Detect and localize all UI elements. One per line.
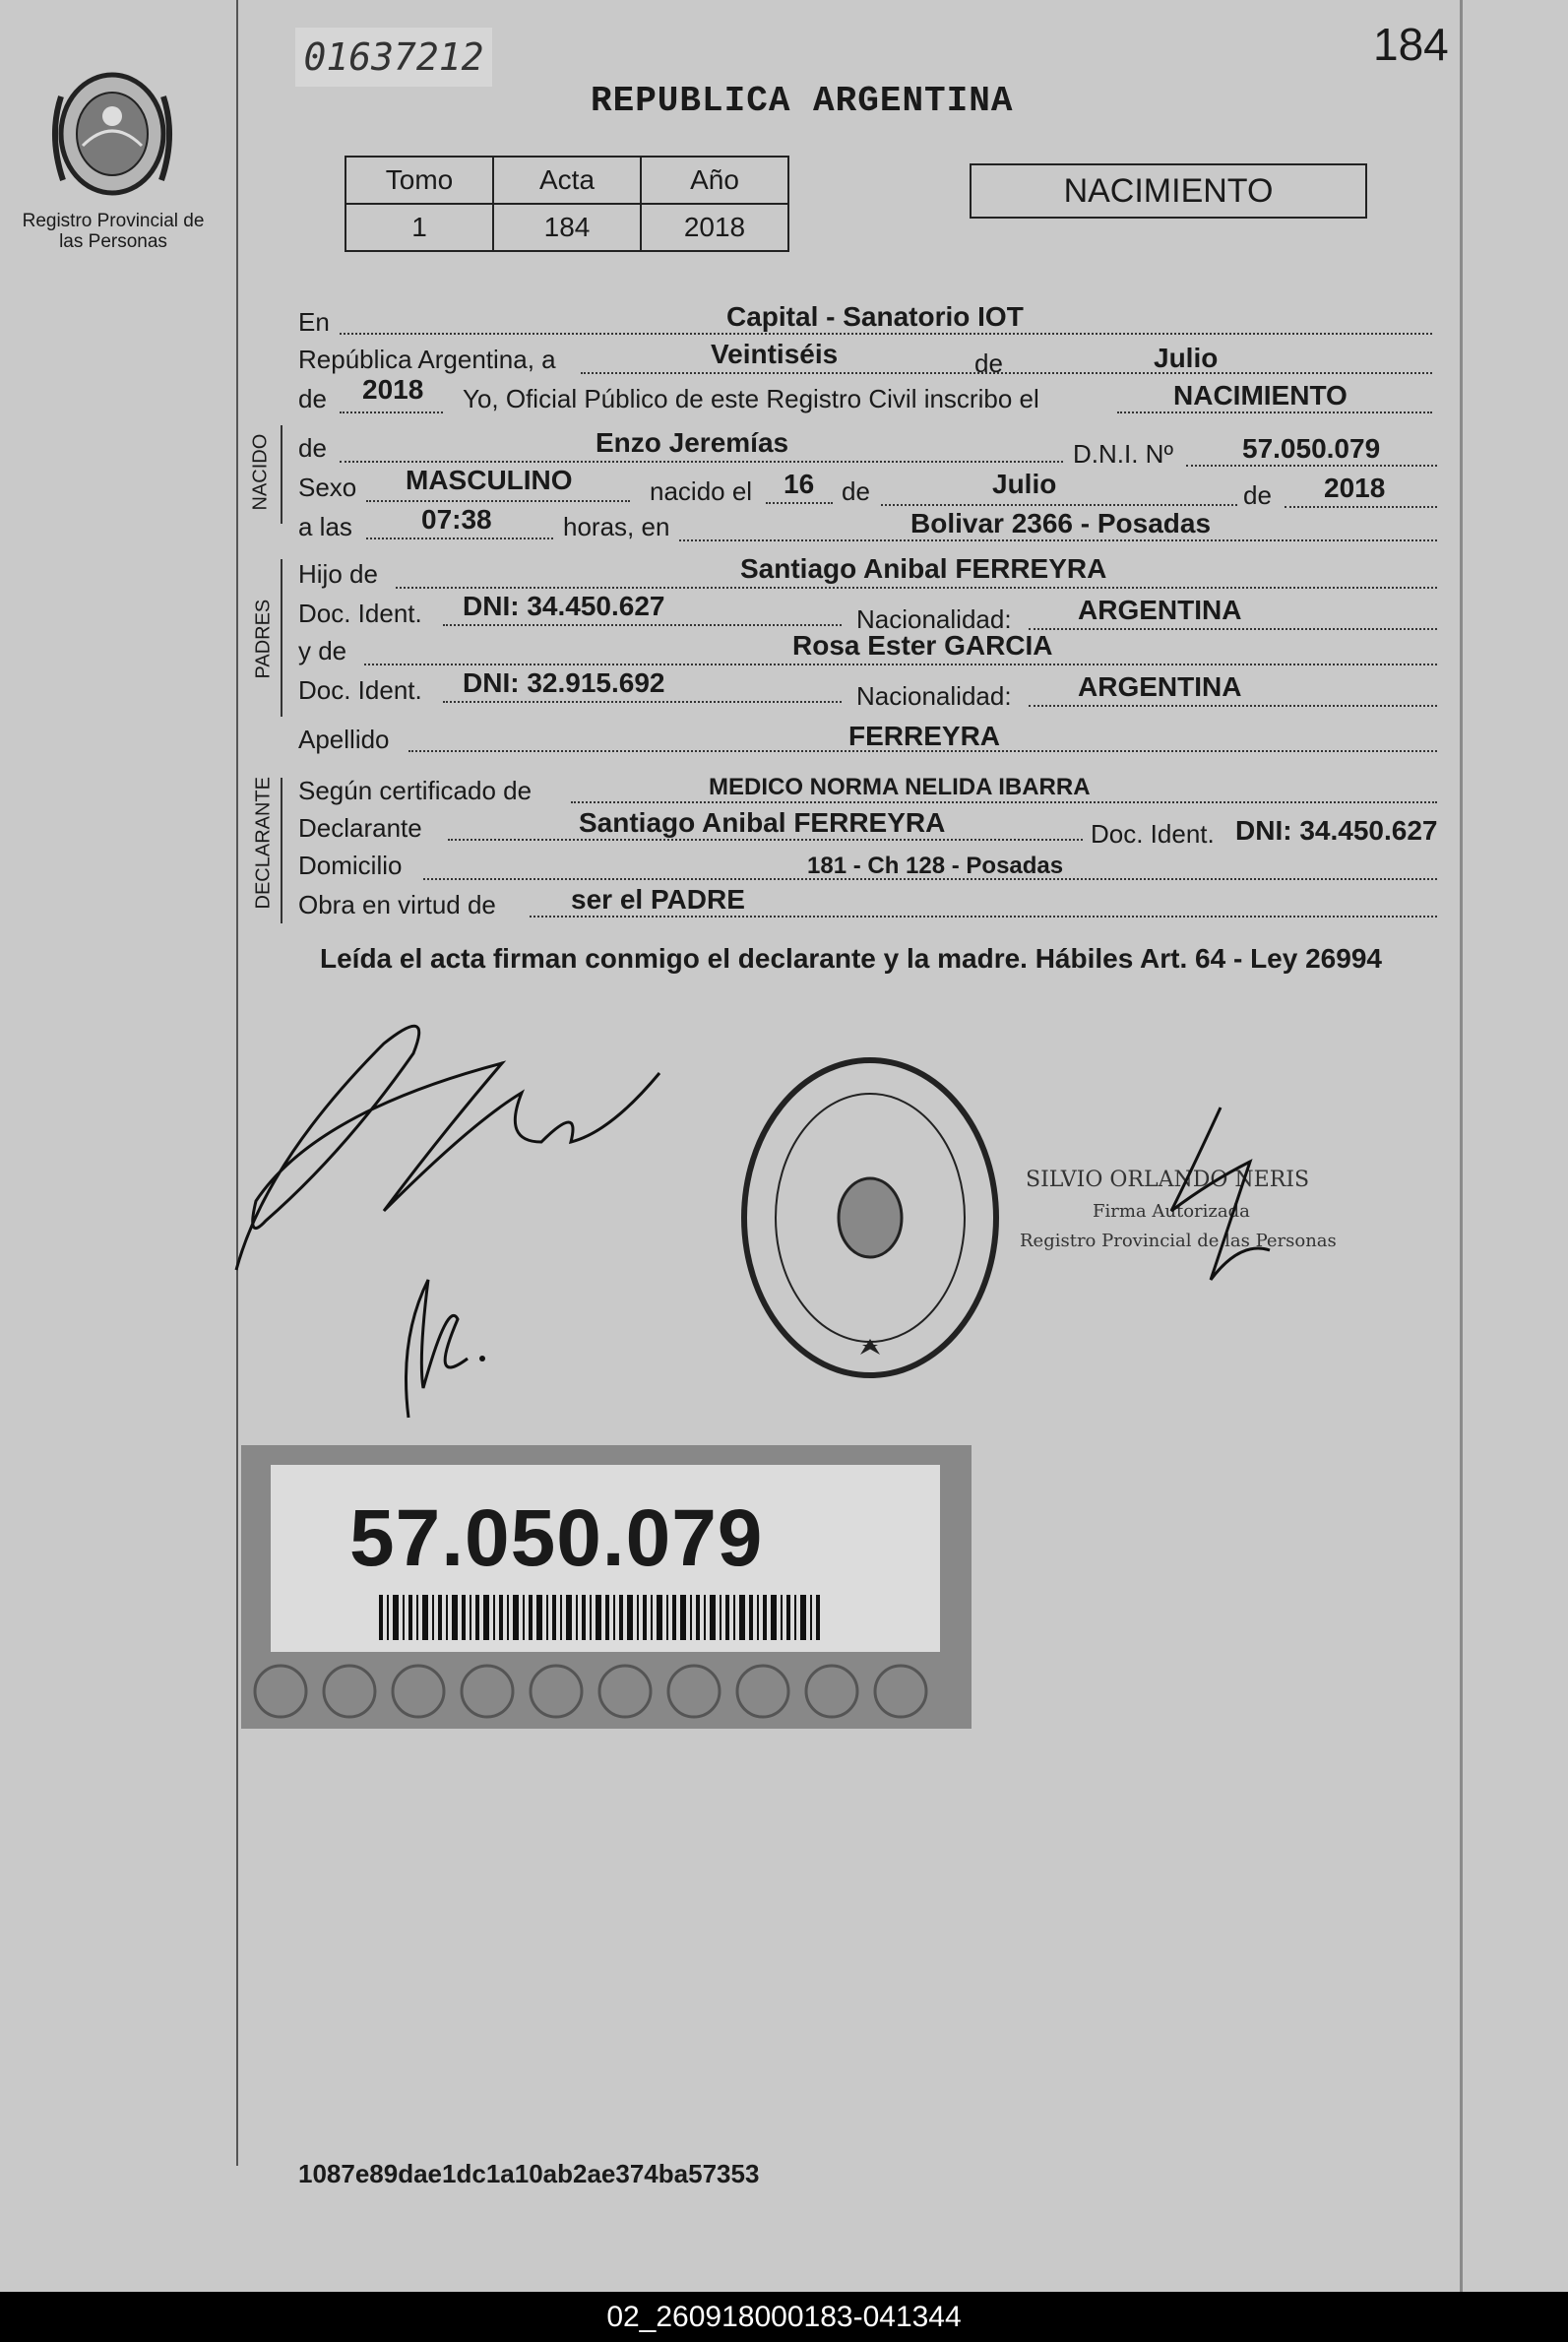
- declarante-value: Santiago Anibal FERREYRA: [579, 807, 946, 838]
- dotted-line: [881, 504, 1237, 506]
- closing-note: Leída el acta firman conmigo el declarante y la madre. Hábiles Art. 64 - Ley 26994: [320, 943, 1382, 974]
- doc-ident-label: Doc. Ident.: [1091, 819, 1215, 849]
- page-number: 184: [1373, 19, 1449, 70]
- registry-stamp-icon: [736, 1051, 1004, 1384]
- nacionalidad-label: Nacionalidad:: [856, 604, 1012, 634]
- dotted-line: [530, 916, 1437, 918]
- dotted-line: [366, 538, 553, 539]
- domicilio-value: 181 - Ch 128 - Posadas: [807, 853, 1064, 879]
- section-divider: [281, 425, 282, 524]
- de-label: de: [842, 476, 870, 506]
- padres-section-label: PADRES: [252, 599, 275, 679]
- scan-id-bar: [0, 2292, 1568, 2342]
- de-label: de: [974, 348, 1003, 378]
- dotted-line: [364, 664, 1437, 665]
- birth-day-value: 16: [784, 469, 815, 499]
- registry-header-ano: Año: [641, 157, 788, 204]
- official-signature-icon: [1152, 1103, 1289, 1290]
- dotted-line: [581, 372, 1432, 374]
- mother-doc-value: DNI: 32.915.692: [463, 667, 665, 698]
- mother-nationality-value: ARGENTINA: [1078, 671, 1242, 702]
- official-org: Registro Provincial de las Personas: [1020, 1231, 1337, 1251]
- dotted-line: [366, 500, 630, 502]
- place-value: Capital - Sanatorio IOT: [726, 301, 1024, 332]
- dotted-line: [443, 701, 842, 703]
- obra-label: Obra en virtud de: [298, 890, 496, 919]
- doc-ident-label: Doc. Ident.: [298, 675, 422, 705]
- dni-label: D.N.I. Nº: [1073, 439, 1173, 469]
- dni-number: 57.050.079: [349, 1493, 764, 1583]
- official-name: SILVIO ORLANDO NERIS: [1026, 1168, 1310, 1192]
- child-dni-value: 57.050.079: [1242, 433, 1381, 464]
- de-label: de: [1243, 480, 1272, 510]
- watermark-pattern-icon: [241, 1654, 972, 1729]
- dotted-line: [1117, 411, 1432, 413]
- apellido-label: Apellido: [298, 725, 390, 754]
- de-label: de: [298, 384, 327, 413]
- dotted-line: [448, 839, 1083, 841]
- declarant-signature-icon: [226, 984, 689, 1280]
- act-type-value: NACIMIENTO: [1173, 380, 1348, 411]
- declarante-label: Declarante: [298, 813, 422, 843]
- dotted-line: [1285, 506, 1437, 508]
- emblem-caption: Registro Provincial de las Personas: [22, 211, 205, 252]
- dotted-line: [571, 801, 1437, 803]
- paper-edge: [1460, 0, 1463, 2292]
- birth-time-value: 07:38: [421, 504, 492, 535]
- declarante-section-label: DECLARANTE: [252, 777, 275, 910]
- en-label: En: [298, 307, 330, 337]
- registry-header-tomo: Tomo: [345, 157, 493, 204]
- registry-value-ano: 2018: [641, 204, 788, 251]
- sexo-value: MASCULINO: [406, 465, 573, 495]
- dotted-line: [1029, 628, 1437, 630]
- republica-label: República Argentina, a: [298, 345, 556, 374]
- registry-value-tomo: 1: [345, 204, 493, 251]
- serial-number: 01637212: [295, 28, 492, 87]
- dotted-line: [340, 461, 1063, 463]
- doc-ident-label: Doc. Ident.: [298, 599, 422, 628]
- record-type-box: NACIMIENTO: [970, 163, 1367, 219]
- misiones-emblem-icon: [43, 57, 181, 205]
- month-value: Julio: [1154, 343, 1219, 373]
- scan-id: 02_260918000183-041344: [606, 2301, 962, 2333]
- a-las-label: a las: [298, 512, 352, 541]
- hijo-label: Hijo de: [298, 559, 378, 589]
- dotted-line: [340, 411, 443, 413]
- nacido-section-label: NACIDO: [249, 433, 272, 511]
- section-divider: [281, 559, 282, 717]
- dni-barcode-card: [241, 1445, 972, 1729]
- father-doc-value: DNI: 34.450.627: [463, 591, 665, 621]
- dotted-line: [766, 502, 833, 504]
- apellido-value: FERREYRA: [848, 721, 1001, 751]
- mother-signature-icon: [389, 1260, 497, 1427]
- birth-year-value: 2018: [1324, 473, 1386, 503]
- country-title: REPUBLICA ARGENTINA: [591, 81, 1014, 121]
- nacido-el-label: nacido el: [650, 476, 753, 506]
- mother-name-value: Rosa Ester GARCIA: [792, 630, 1053, 661]
- registry-value-acta: 184: [493, 204, 641, 251]
- y-de-label: y de: [298, 636, 347, 665]
- registry-header-acta: Acta: [493, 157, 641, 204]
- official-role: Firma Autorizada: [1093, 1201, 1250, 1222]
- nacionalidad-label: Nacionalidad:: [856, 681, 1012, 711]
- birth-month-value: Julio: [992, 469, 1057, 499]
- declarante-doc-value: DNI: 34.450.627: [1235, 815, 1438, 846]
- dotted-line: [1029, 705, 1437, 707]
- dotted-line: [443, 624, 842, 626]
- oficial-text: Yo, Oficial Público de este Registro Civil inscribo el: [463, 384, 1039, 413]
- registry-table: [345, 156, 789, 252]
- dotted-line: [396, 587, 1437, 589]
- father-nationality-value: ARGENTINA: [1078, 595, 1242, 625]
- year-value: 2018: [362, 374, 424, 405]
- nacido-de-label: de: [298, 433, 327, 463]
- birth-address-value: Bolivar 2366 - Posadas: [910, 508, 1212, 538]
- barcode-card-inner: [271, 1465, 940, 1652]
- sexo-label: Sexo: [298, 473, 357, 502]
- day-words-value: Veintiséis: [711, 339, 839, 369]
- certificado-label: Según certificado de: [298, 776, 533, 805]
- dotted-line: [340, 333, 1432, 335]
- obra-value: ser el PADRE: [571, 884, 745, 915]
- document-hash: 1087e89dae1dc1a10ab2ae374ba57353: [298, 2159, 760, 2188]
- dotted-line: [1186, 465, 1437, 467]
- child-name-value: Enzo Jeremías: [596, 427, 789, 458]
- barcode-icon: [379, 1595, 822, 1640]
- father-name-value: Santiago Anibal FERREYRA: [740, 553, 1107, 584]
- certificado-value: MEDICO NORMA NELIDA IBARRA: [709, 774, 1091, 800]
- dotted-line: [679, 539, 1437, 541]
- horas-label: horas, en: [563, 512, 670, 541]
- section-divider: [281, 778, 282, 923]
- domicilio-label: Domicilio: [298, 851, 403, 880]
